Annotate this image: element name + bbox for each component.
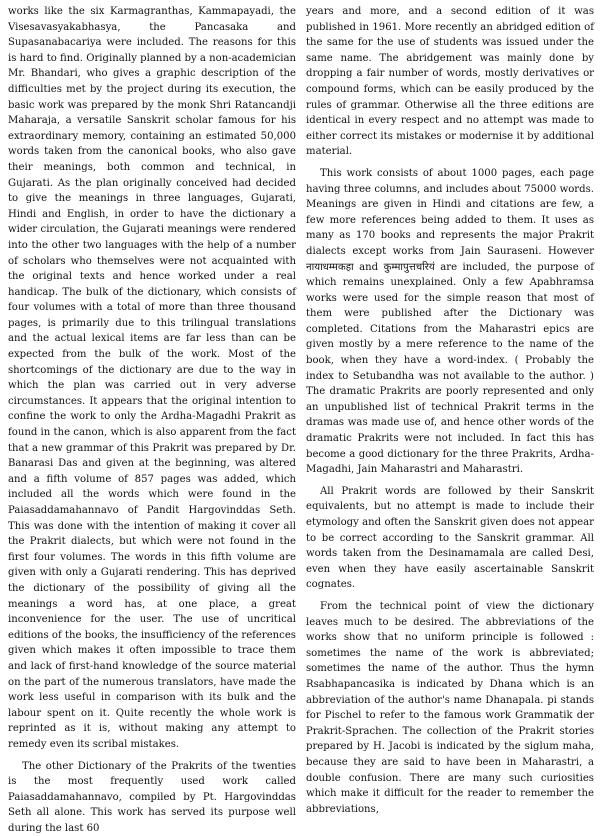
- right-column: [306, 4, 594, 757]
- paragraph: All Prakrit words are followed by their Sanskrit equivalents, but no attempt is made to include their etymology and often the Sanskrit given does not appear to be correct according to the Sanskrit grammar. All words taken from the Desinamamala are called Desi, even when they have easily ascertainable Sanskrit cognates.: [306, 484, 594, 593]
- paragraph: years and more, and a second edition of it was published in 1961. More recently an abridged edition of the same for the use of students was issued under the same name. The abridgement was mainly done by dropping a fair number of words, mostly derivatives or compound forms, which can be easily produced by the rules of grammar. Otherwise all the three editions are identical in every respect and no attempt was made to either correct its mistakes or modernise it by additional material.: [306, 4, 594, 160]
- paragraph: The other Dictionary of the Prakrits of the twenties is the most frequently used work called Paiasaddamahannavo, compiled by Pt. Hargovinddas Seth all alone. This work has served its purpose well during the last 60: [8, 759, 296, 836]
- paragraph: From the technical point of view the dictionary leaves much to be desired. The abbreviations of the works show that no uniform principle is followed : sometimes the name of the work is abbreviated; sometimes the name of the author. Thus the hymn Rsabhapancasika is indicated by Dhana which is an abbreviation of the author's name Dhanapala. pi stands for Pischel to refer to the famous work Grammatik der Prakrit-Sprachen. The collection of the Prakrit stories prepared by H. Jacobi is indicated by the siglum maha, because they are said to have been in Maharastri, a double confusion. There are many such curiosities which make it difficult for the reader to remember the abbreviations,: [306, 599, 594, 817]
- paragraph: This work consists of about 1000 pages, each page having three columns, and includes about 75000 words. Meanings are given in Hindi and citations are few, a few more references being added to them. It uses as many as 170 books and represents the major Prakrit dialects except works from Jain Sauraseni. However नायाधम्मकहा and कुम्मापुत्तचरियं are included, the purpose of which remains unexplained. Only a few Apabhramsa works were used for the simple reason that most of them were published after the Dictionary was completed. Citations from the Maharastri epics are given mostly by a mere reference to the name of the book, when they have a word-index. ( Probably the index to Setubandha was not available to the author. ) The dramatic Prakrits are poorly represented and only an unpublished list of technical Prakrit terms in the dramas was made use of, and hence other words of the dramatic Prakrits were not included. In fact this has become a good dictionary for the three Prakrits, Ardha-Magadhi, Jain Maharastri and Maharastri.: [306, 166, 594, 478]
- left-column: [8, 4, 296, 757]
- paragraph: works like the six Karmagranthas, Kammapayadi, the Visesavasyakabhasya, the Pancasaka and Supasanabacariya were included. The reasons for this is hard to find. Originally planned by a non-academician Mr. Bhandari, who gives a graphic description of the difficulties met by the project during its execution, the basic work was prepared by the monk Shri Ratancandji Maharaja, a versatile Sanskrit scholar famous for his extraordinary memory, containing an estimated 50,000 words taken from the canonical books, who also gave their meanings, both common and technical, in Gujarati. As the plan originally conceived had decided to give the meanings in three languages, Gujarati, Hindi and English, in order to have the dictionary a wider circulation, the Gujarati meanings were rendered into the other two languages with the help of a number of scholars who themselves were not acquainted with the original texts and hence worked under a real handicap. The bulk of the dictionary, which consists of four volumes with a total of more than three thousand pages, is primarily due to this trilingual translations and the actual lexical items are far less than can be expected from the bulk of the work. Most of the shortcomings of the dictionary are due to the way in which the plan was carried out in very adverse circumstances. It appears that the original intention to confine the work to only the Ardha-Magadhi Prakrit as found in the canon, which is also apparent from the fact that a new grammar of this Prakrit was prepared by Dr. Banarasi Das and given at the beginning, was altered and a fifth volume of 857 pages was added, which included all the words which were found in the Paiasaddamahannavo of Pandit Hargovinddas Seth. This was done with the intention of making it cover all the Prakrit dialects, but which were not found in the first four volumes. The words in this fifth volume are given with only a Gujarati rendering. This has deprived the dictionary of the possibility of giving all the meanings a word has, at one place, a great inconvenience for the user. The use of uncritical editions of the books, the insufficiency of the references given which makes it often impossible to trace them and lack of first-hand knowledge of the source material on the part of the numerous translators, have made the work less useful in comparison with its bulk and the labour spent on it. Quite recently the whole work is reprinted as it is, without making any attempt to remedy even its scribal mistakes.: [8, 4, 296, 753]
